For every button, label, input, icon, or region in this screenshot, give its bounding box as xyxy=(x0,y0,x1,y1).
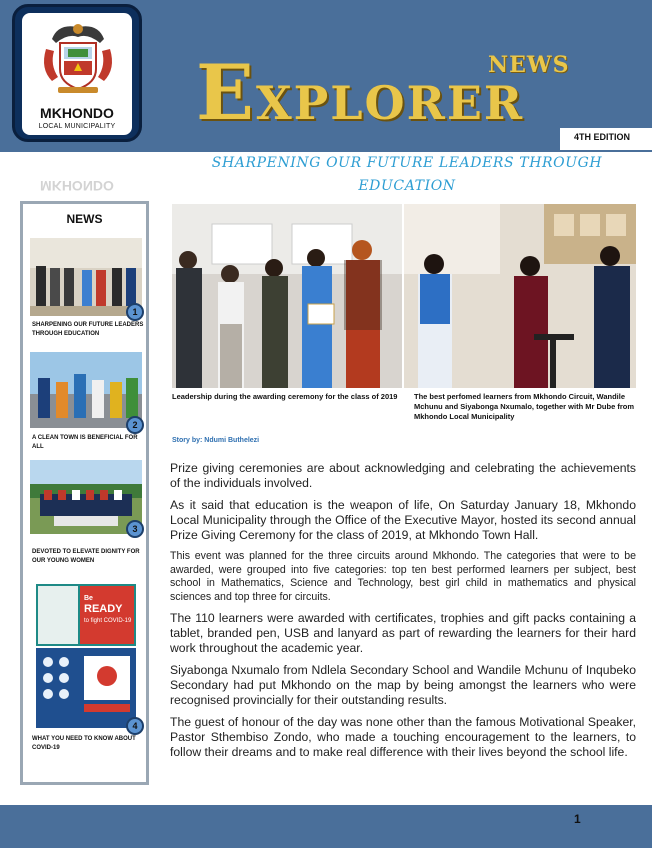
news-sidebar xyxy=(20,201,149,785)
article-paragraph-6: The guest of honour of the day was none other than the famous Motivational Speaker, Pastor Sthembiso Zondo, who made a touching encouragement to the learners, to follow their dreams and to make real difference with their lives beyond the school life. xyxy=(170,715,636,759)
article-paragraph-1: Prize giving ceremonies are about acknowledging and celebrating the achievements of the individuals involved. xyxy=(170,461,636,490)
masthead-title xyxy=(196,48,524,137)
sidebar-thumb-4[interactable] xyxy=(28,582,144,730)
page-number: 1 xyxy=(574,812,581,826)
sidebar-caption-2[interactable]: A CLEAN TOWN IS BENEFICIAL FOR ALL xyxy=(32,435,138,450)
sidebar-number-3: 3 xyxy=(126,520,144,538)
learners-photo-right xyxy=(404,204,636,388)
ceremony-photo-icon xyxy=(30,238,142,316)
edition-label: 4TH EDITION xyxy=(574,132,631,142)
svg-text:to fight COVID-19: to fight COVID-19 xyxy=(84,618,132,624)
article-paragraph-3: This event was planned for the three circuits around Mkhondo. The categories that were to be awarded, were grouped into five categories: top ten best performed learners per subject, best school in Mathematics, Science and Technology, best girl child in mathematics and physical sciences and top three for circuits. xyxy=(170,550,636,603)
sidebar-thumb-2[interactable] xyxy=(30,352,142,428)
sidebar-number-2: 2 xyxy=(126,416,144,434)
masthead-title-initial: E xyxy=(196,48,256,137)
sidebar-thumb-3[interactable] xyxy=(30,460,142,534)
covid-poster-icon xyxy=(28,582,144,730)
sidebar-caption-3[interactable]: DEVOTED TO ELEVATE DIGNITY FOR OUR YOUNG WOMEN xyxy=(32,549,140,564)
right-photo-caption: The best perfomed learners from Mkhondo Circuit, Wandile Mchunu and Siyabonga Nxumalo, together with Mr Dube from Mkhondo Local Municipality xyxy=(414,392,635,421)
masthead-news: NEWS xyxy=(488,52,570,78)
byline: Story by: Ndumi Buthelezi xyxy=(172,437,260,444)
sidebar-number-1: 1 xyxy=(126,303,144,321)
left-photo-caption: Leadership during the awarding ceremony for the class of 2019 xyxy=(172,392,398,401)
coat-of-arms-icon xyxy=(38,19,118,97)
sidebar-title: NEWS xyxy=(66,212,103,226)
cleanup-photo-icon xyxy=(30,352,142,428)
masthead-title-rest: XPLORER xyxy=(255,76,525,130)
ceremony-photo-left xyxy=(172,204,402,388)
logo-reflection-text: MKHONDO xyxy=(40,178,114,194)
article-paragraph-5: Siyabonga Nxumalo from Ndlela Secondary School and Wandile Mchunu of Inqubeko Secondary had put Mkhondo on the map by being amongst the learners who were recognised provincially for their outstanding results. xyxy=(170,663,636,707)
article-paragraph-2: As it said that education is the weapon of life, On Saturday January 18, Mkhondo Local Municipality through the Office of the Executive Mayor, hosted its second annual Prize Giving Ceremony for the class of 2019, at Mkhondo Town Hall. xyxy=(170,498,636,542)
logo-reflection xyxy=(22,154,132,194)
logo-subtitle: LOCAL MUNICIPALITY xyxy=(38,123,116,130)
sidebar-caption-1[interactable]: SHARPENING OUR FUTURE LEADERS THROUGH EDUCATION xyxy=(32,322,144,337)
article-headline: SHARPENING OUR FUTURE LEADERS THROUGH EDUCATION xyxy=(211,155,603,194)
article-paragraph-4: The 110 learners were awarded with certificates, trophies and gift packs containing a tablet, branded pen, USB and lanyard as part of rewarding the learners for their hard work throughout the academic year. xyxy=(170,611,636,655)
group-photo-icon xyxy=(30,460,142,534)
sidebar-caption-4[interactable]: WHAT YOU NEED TO KNOW ABOUT COVID-19 xyxy=(32,736,136,751)
svg-text:READY: READY xyxy=(84,603,123,615)
footer-bar xyxy=(0,805,652,848)
sidebar-thumb-1[interactable] xyxy=(30,238,142,316)
award-ceremony-photo-icon xyxy=(172,204,402,388)
municipality-logo xyxy=(12,4,142,142)
logo-name: MKHONDO xyxy=(40,105,114,121)
svg-text:Be: Be xyxy=(84,595,93,602)
article-body xyxy=(170,461,636,767)
learners-photo-icon xyxy=(404,204,636,388)
sidebar-number-4: 4 xyxy=(126,717,144,735)
